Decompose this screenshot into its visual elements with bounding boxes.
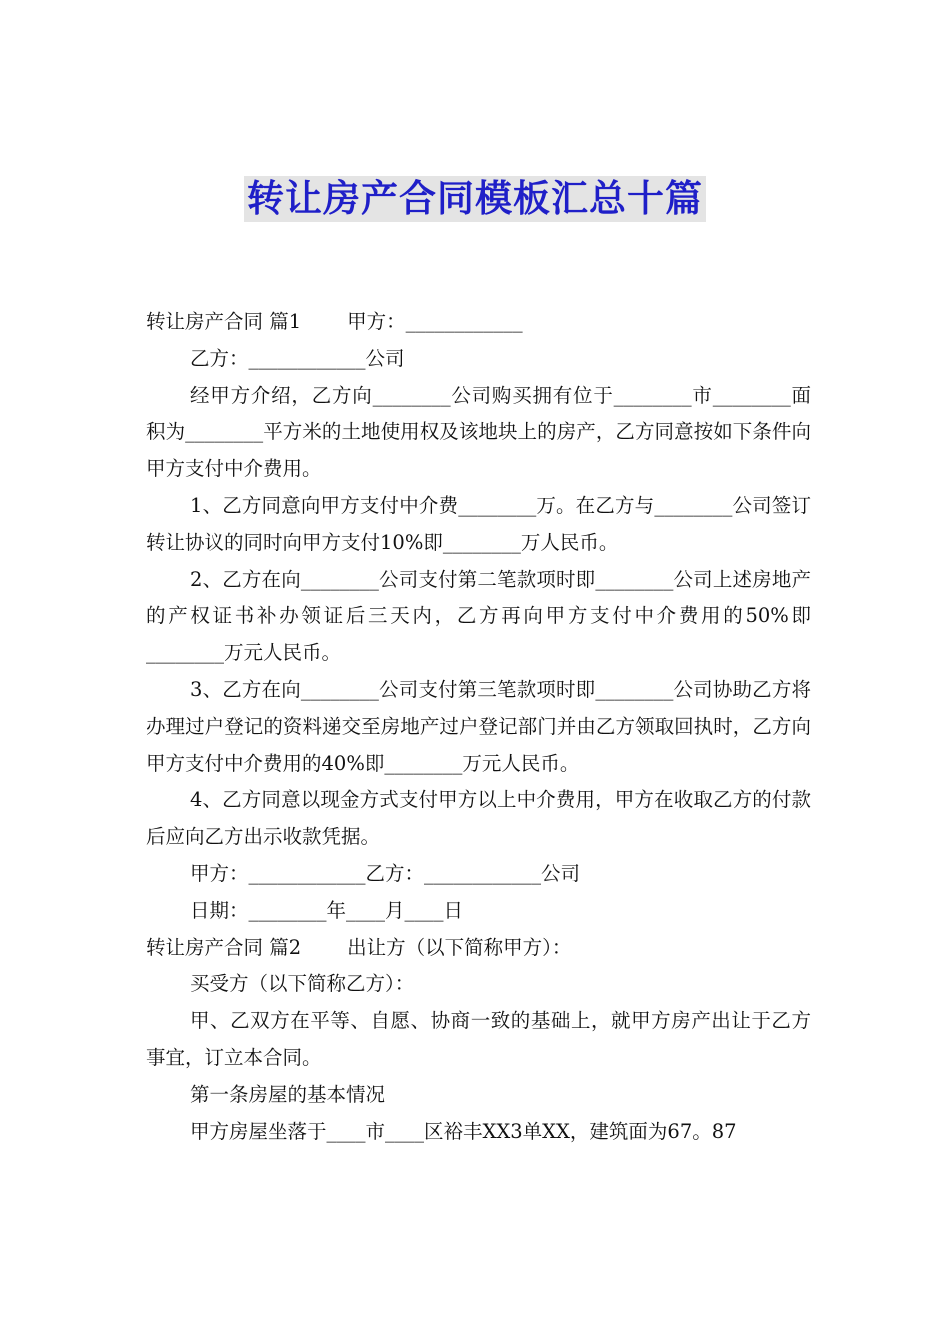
section-heading <box>146 304 811 341</box>
paragraph: 1、乙方同意向甲方支付中介费________万。在乙方与________公司签订转让协议的同时向甲方支付10%即________万人民币。 <box>146 493 811 554</box>
paragraph: 甲方房屋坐落于____市____区裕丰XX3单XX，建筑面为67。87 <box>190 1119 737 1143</box>
section-title: 转让房产合同 篇2 <box>146 935 302 959</box>
paragraph: 4、乙方同意以现金方式支付甲方以上中介费用，甲方在收取乙方的付款后应向乙方出示收款凭据。 <box>146 788 811 849</box>
paragraph: 经甲方介绍，乙方向________公司购买拥有位于________市________面积为________平方米的土地使用权及该地块上的房产，乙方同意按如下条件向甲方支付中介费用。 <box>146 383 811 481</box>
document-title: 转让房产合同模板汇总十篇 <box>244 176 706 222</box>
paragraph: 2、乙方在向________公司支付第二笔款项时即________公司上述房地产的产权证书补办领证后三天内，乙方再向甲方支付中介费用的50%即________万元人民币。 <box>146 567 811 665</box>
paragraph: 乙方：____________公司 <box>190 346 405 370</box>
paragraph: 3、乙方在向________公司支付第三笔款项时即________公司协助乙方将办理过户登记的资料递交至房地产过户登记部门并由乙方领取回执时，乙方向甲方支付中介费用的40%即________万元人民币。 <box>146 677 811 775</box>
section-title: 转让房产合同 篇1 <box>146 310 302 333</box>
seller-line: 出让方（以下简称甲方）： <box>347 935 572 959</box>
signature-line: 甲方：____________乙方：____________公司 <box>190 861 581 885</box>
document-title-wrap <box>0 176 950 222</box>
party-a-line: 甲方：____________ <box>347 310 523 333</box>
paragraph: 买受方（以下简称乙方）： <box>190 972 415 996</box>
section-heading <box>146 930 811 967</box>
date-line: 日期：________年____月____日 <box>190 898 464 922</box>
document-body <box>146 304 811 1150</box>
paragraph: 甲、乙双方在平等、自愿、协商一致的基础上，就甲方房产出让于乙方事宜，订立本合同。 <box>146 1009 811 1069</box>
clause-heading: 第一条房屋的基本情况 <box>190 1082 386 1106</box>
